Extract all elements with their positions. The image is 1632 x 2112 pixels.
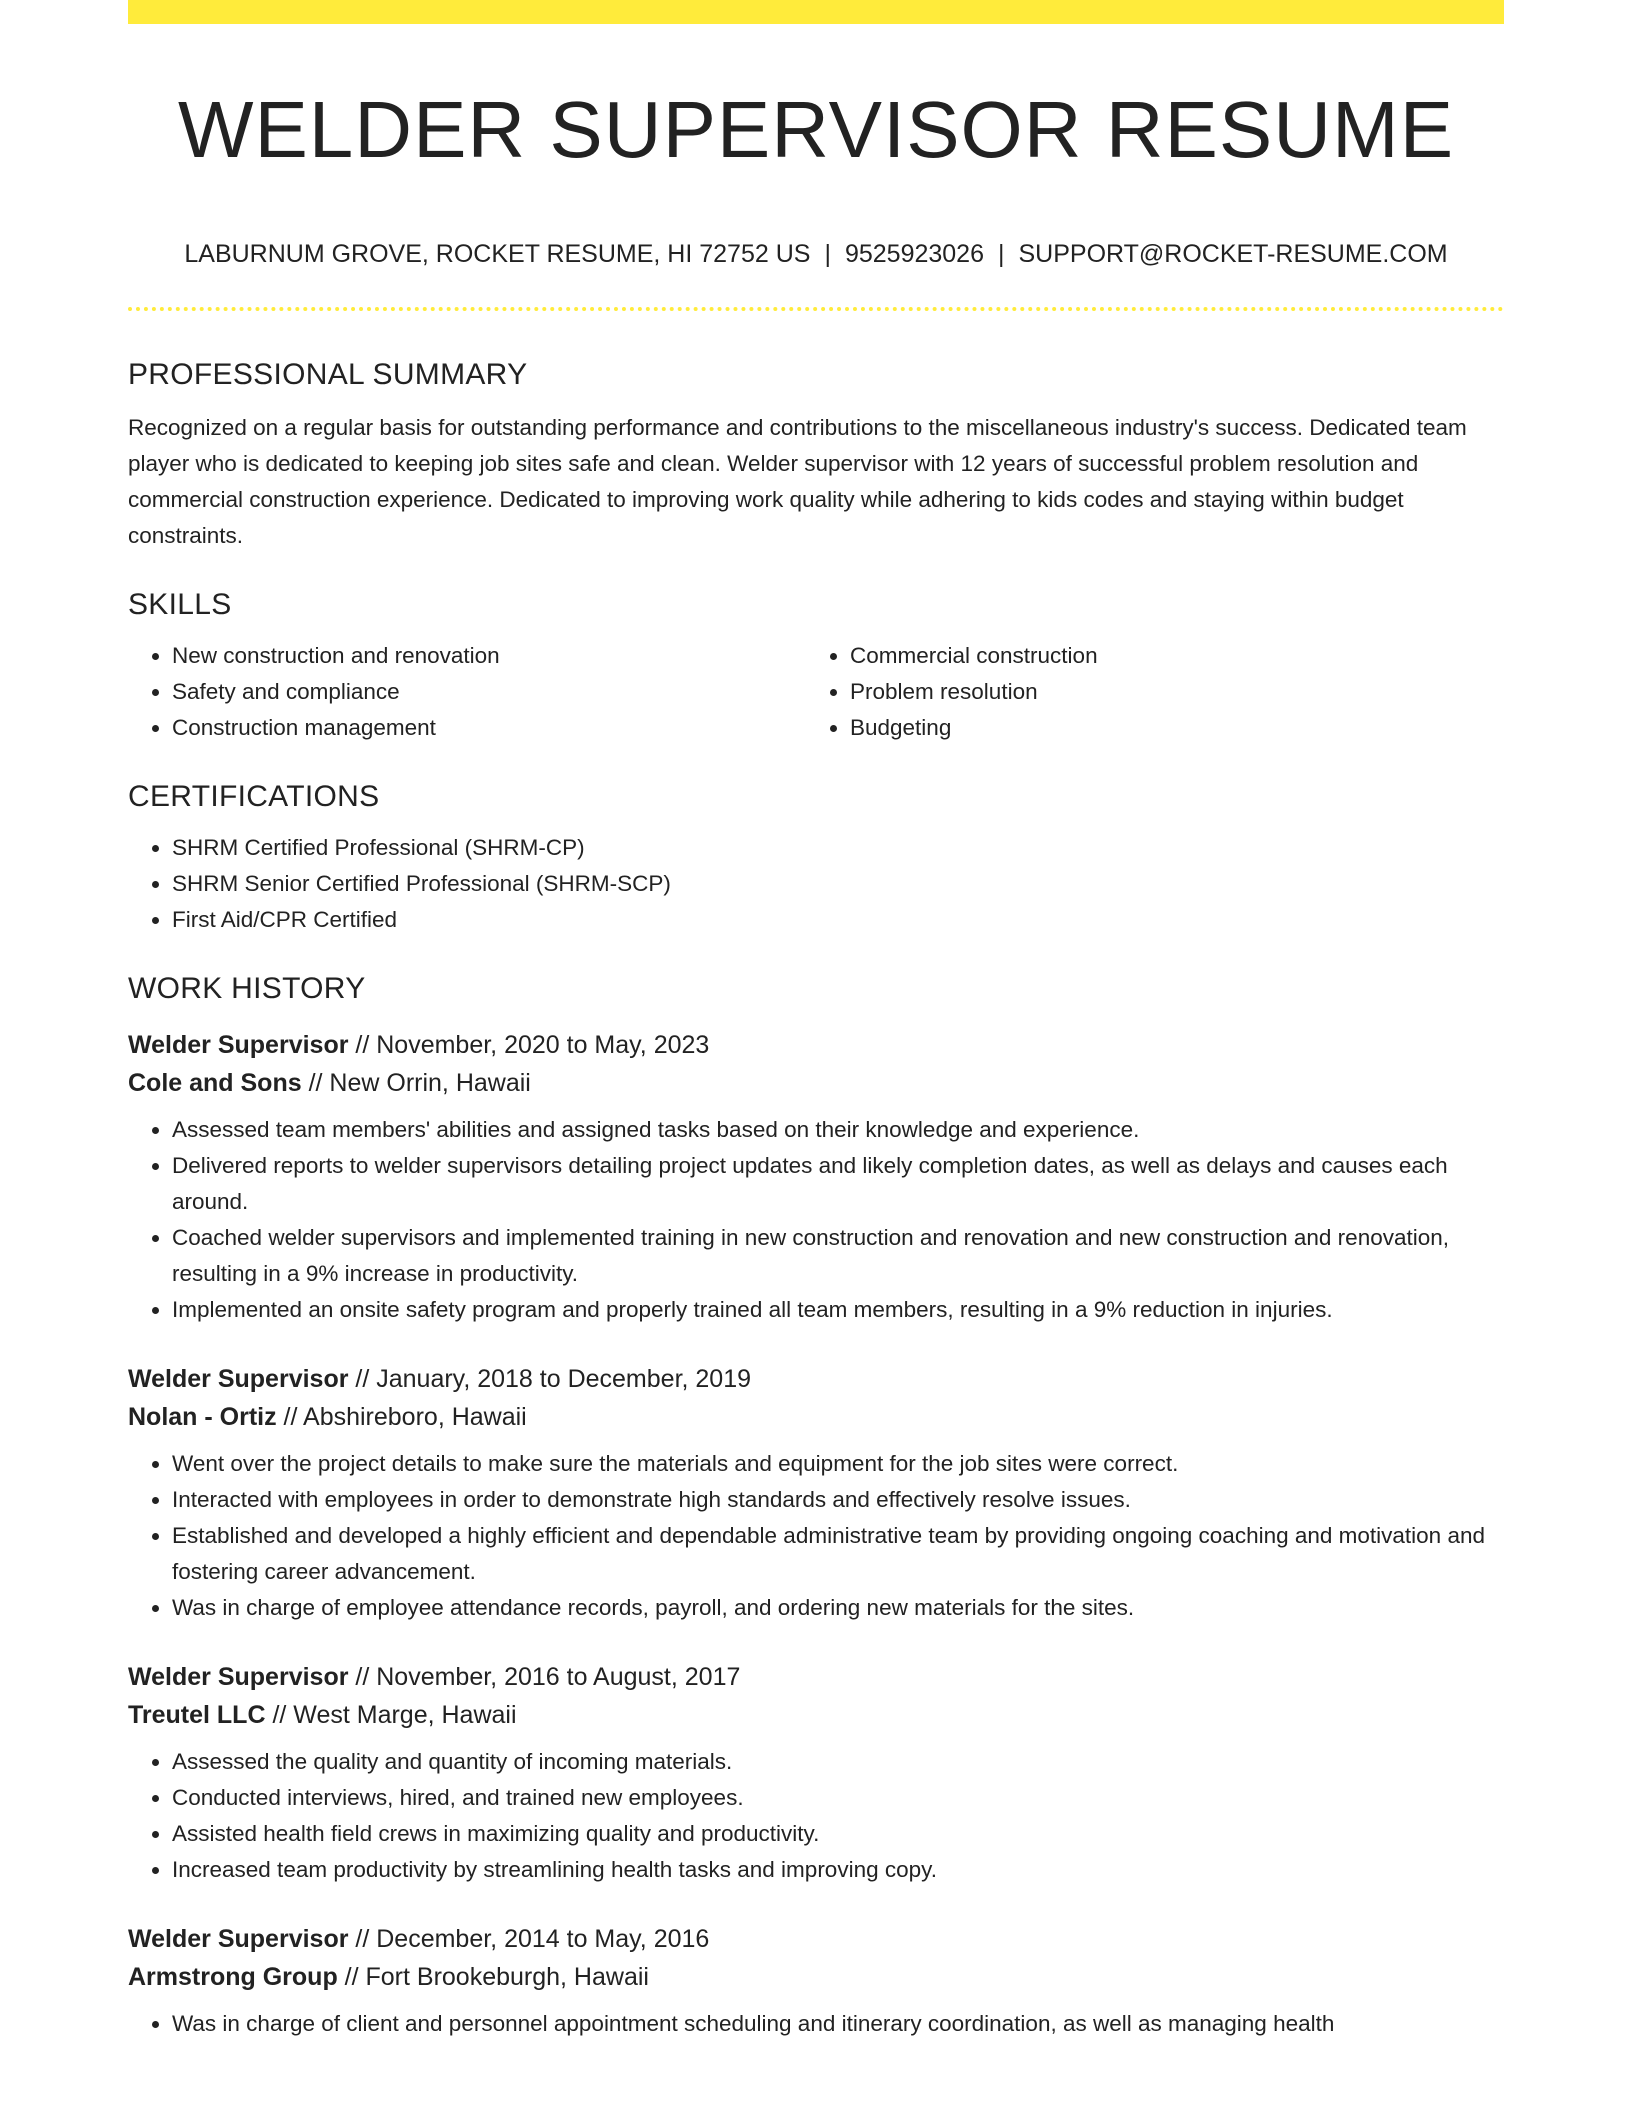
summary-section [128, 350, 1504, 554]
job-dates: // November, 2016 to August, 2017 [348, 1663, 741, 1691]
resume-page [128, 0, 1504, 2112]
skills-grid [128, 638, 1504, 746]
job-location: // Abshireboro, Hawaii [276, 1403, 527, 1431]
skill-item: • Construction management [172, 710, 806, 746]
skills-right-list [806, 638, 1484, 746]
certification-item: • SHRM Senior Certified Professional (SHRM-SCP) [172, 866, 1504, 902]
skills-left-list [128, 638, 806, 746]
summary-heading: PROFESSIONAL SUMMARY [128, 358, 528, 391]
job-bullet: • Implemented an onsite safety program and properly trained all team members, resulting in a 9% reduction in injuries. [172, 1292, 1504, 1328]
skill-item: • Budgeting [850, 710, 1484, 746]
job-title-line [128, 1026, 1504, 1064]
certification-item: • SHRM Certified Professional (SHRM-CP) [172, 830, 1504, 866]
contact-separator: | [824, 240, 831, 268]
skill-item: • Problem resolution [850, 674, 1484, 710]
job-location: // West Marge, Hawaii [265, 1701, 517, 1729]
skills-heading: SKILLS [128, 588, 232, 621]
job-bullets [128, 1744, 1504, 1888]
job-location: // Fort Brookeburgh, Hawaii [337, 1963, 649, 1991]
job-bullet: • Assessed team members' abilities and assigned tasks based on their knowledge and experience. [172, 1112, 1504, 1148]
job-bullet: • Conducted interviews, hired, and trained new employees. [172, 1780, 1504, 1816]
job-bullet: • Assessed the quality and quantity of incoming materials. [172, 1744, 1504, 1780]
job-bullet: • Delivered reports to welder supervisors detailing project updates and likely completion dates, as well as delays and causes each around. [172, 1148, 1504, 1220]
job-entry [128, 1658, 1504, 1888]
job-dates: // January, 2018 to December, 2019 [348, 1365, 752, 1393]
job-company-line [128, 1398, 1504, 1436]
job-title: Welder Supervisor [128, 1031, 349, 1059]
summary-text: Recognized on a regular basis for outstanding performance and contributions to the miscellaneous industry's success. Dedicated team player who is dedicated to keeping job sites safe and clean. Welder supervisor with 12 years of successful problem resolution and commercial construction experience. Dedicated to improving work quality while adhering to kids codes and staying within budget constraints. [128, 415, 1467, 548]
job-entry [128, 1920, 1504, 2042]
job-bullet: • Assisted health field crews in maximizing quality and productivity. [172, 1816, 1504, 1852]
job-entry [128, 1026, 1504, 1328]
job-dates: // December, 2014 to May, 2016 [348, 1925, 710, 1953]
job-bullets [128, 1112, 1504, 1328]
contact-address: LABURNUM GROVE, ROCKET RESUME, HI 72752 US [184, 240, 811, 268]
contact-phone: 9525923026 [844, 240, 984, 268]
job-entry [128, 1360, 1504, 1626]
job-company: Nolan - Ortiz [128, 1403, 277, 1431]
job-bullet: • Established and developed a highly efficient and dependable administrative team by providing ongoing coaching and motivation and fostering career advancement. [172, 1518, 1504, 1590]
job-bullets [128, 2006, 1504, 2042]
job-title: Welder Supervisor [128, 1925, 349, 1953]
contact-line [128, 236, 1504, 272]
job-bullet: • Increased team productivity by streamlining health tasks and improving copy. [172, 1852, 1504, 1888]
job-bullets [128, 1446, 1504, 1626]
certification-item: • First Aid/CPR Certified [172, 902, 1504, 938]
resume-content [128, 350, 1504, 2068]
job-bullet: • Coached welder supervisors and implemented training in new construction and renovation and new construction and renovation, resulting in a 9% increase in productivity. [172, 1220, 1504, 1292]
skills-section [128, 580, 1504, 746]
job-title-line [128, 1658, 1504, 1696]
job-bullet: • Interacted with employees in order to demonstrate high standards and effectively resolve issues. [172, 1482, 1504, 1518]
contact-email: SUPPORT@ROCKET-RESUME.COM [1018, 240, 1448, 268]
certifications-list [128, 830, 1504, 938]
job-company: Treutel LLC [128, 1701, 266, 1729]
contact-separator: | [998, 240, 1005, 268]
job-dates: // November, 2020 to May, 2023 [348, 1031, 710, 1059]
job-title: Welder Supervisor [128, 1365, 349, 1393]
job-company: Cole and Sons [128, 1069, 302, 1097]
job-bullet: • Went over the project details to make sure the materials and equipment for the job sites were correct. [172, 1446, 1504, 1482]
job-bullet: • Was in charge of employee attendance records, payroll, and ordering new materials for the sites. [172, 1590, 1504, 1626]
skill-item: • New construction and renovation [172, 638, 806, 674]
certifications-heading: CERTIFICATIONS [128, 780, 380, 813]
job-title: Welder Supervisor [128, 1663, 349, 1691]
work-history-heading: WORK HISTORY [128, 972, 366, 1005]
job-title-line [128, 1360, 1504, 1398]
job-company-line [128, 1064, 1504, 1102]
job-bullet: • Was in charge of client and personnel appointment scheduling and itinerary coordination, as well as managing health [172, 2006, 1504, 2042]
work-history-section [128, 964, 1504, 2042]
certifications-section [128, 772, 1504, 938]
dotted-divider [128, 307, 1504, 311]
job-company: Armstrong Group [128, 1963, 338, 1991]
job-company-line [128, 1696, 1504, 1734]
resume-title: WELDER SUPERVISOR RESUME [177, 85, 1455, 174]
skill-item: • Commercial construction [850, 638, 1484, 674]
skill-item: • Safety and compliance [172, 674, 806, 710]
accent-top-bar [128, 0, 1504, 24]
job-company-line [128, 1958, 1504, 1996]
job-title-line [128, 1920, 1504, 1958]
job-location: // New Orrin, Hawaii [301, 1069, 531, 1097]
